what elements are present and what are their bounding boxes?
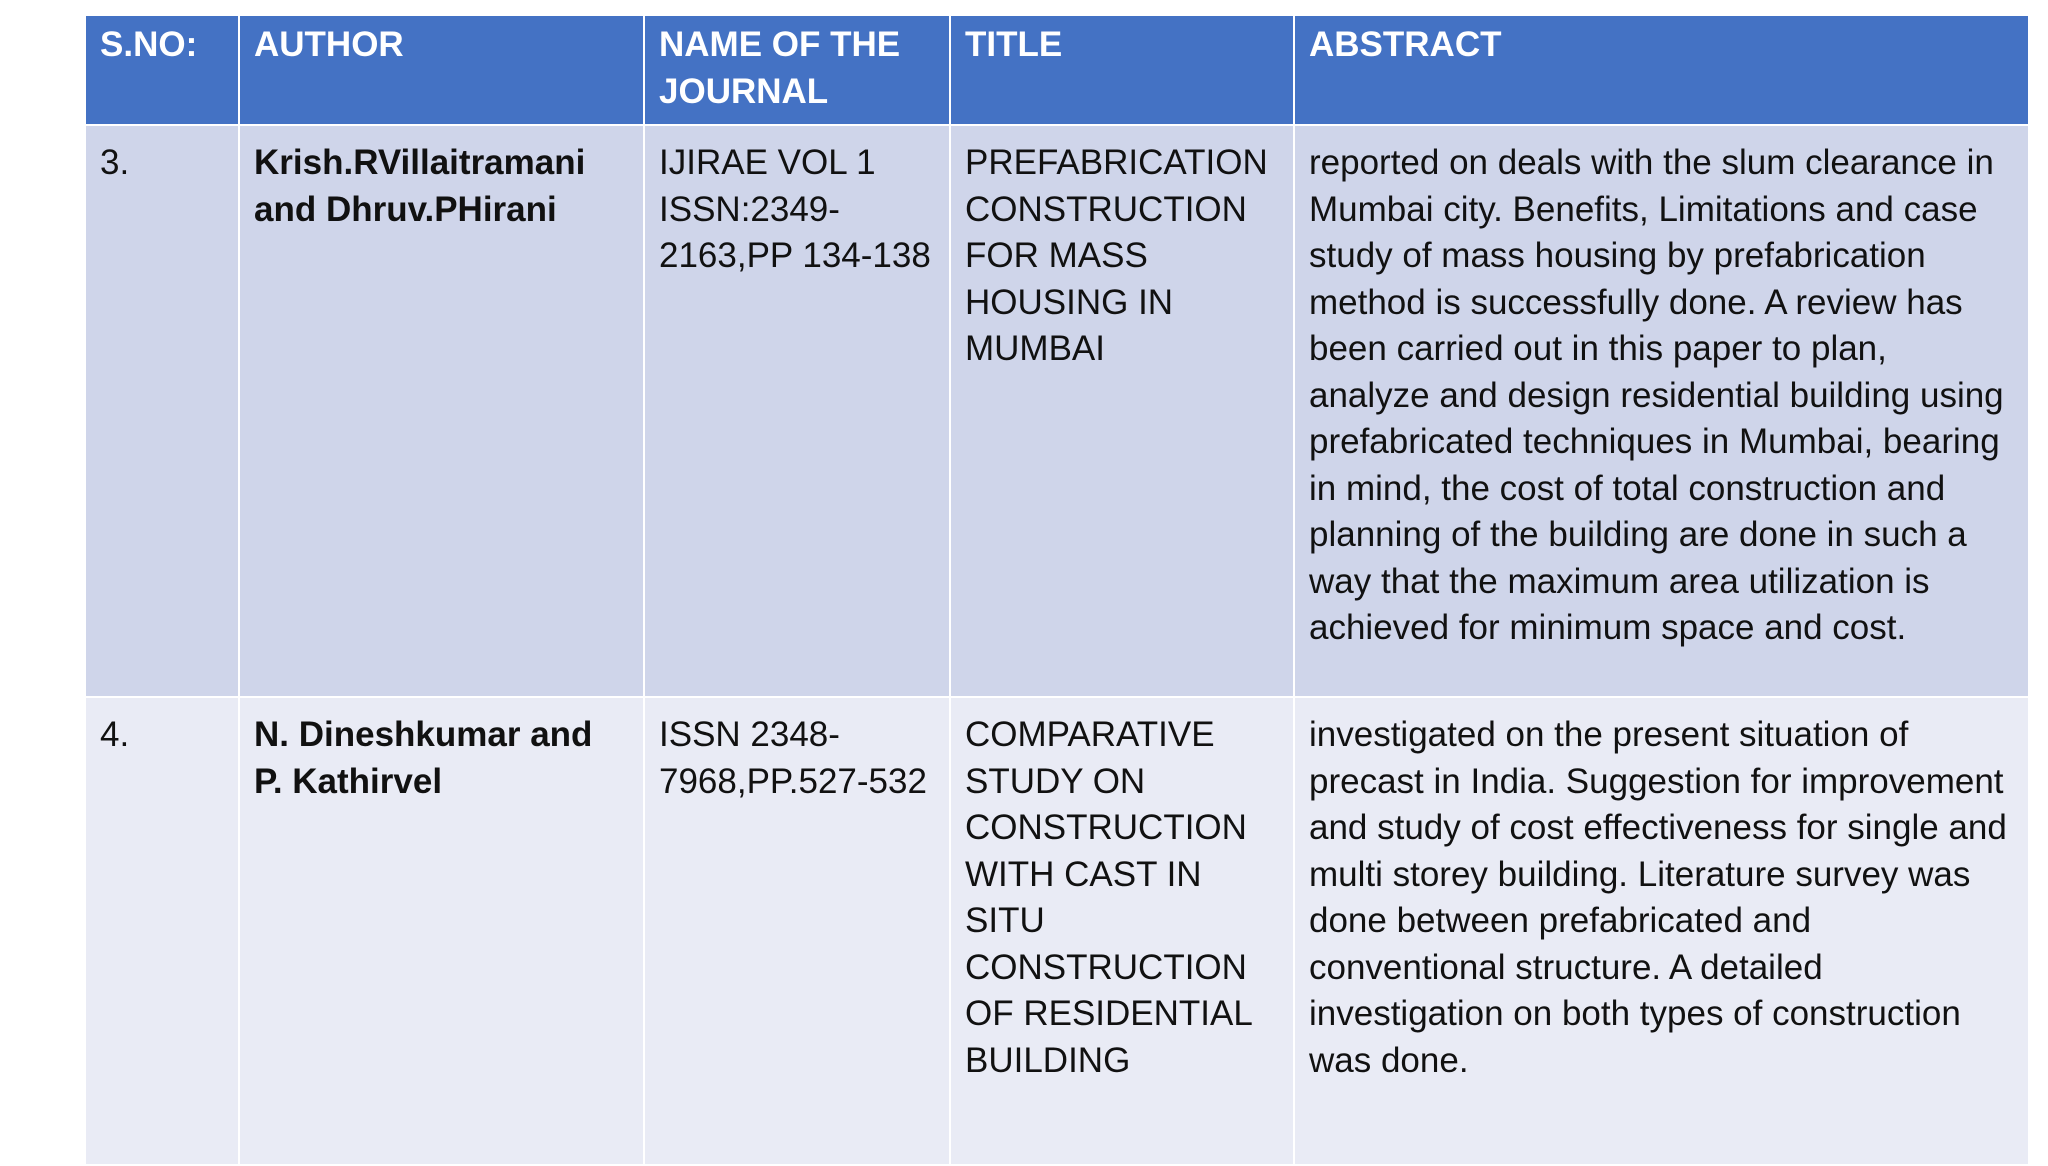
literature-review-table [84,14,2030,1166]
header-title: TITLE [950,15,1294,125]
cell-title: PREFABRICATION CONSTRUCTION FOR MASS HOUSING IN MUMBAI [950,125,1294,697]
cell-journal: ISSN 2348-7968,PP.527-532 [644,697,950,1165]
cell-abstract: reported on deals with the slum clearance in Mumbai city. Benefits, Limitations and case study of mass housing by prefabrication method is successfully done. A review has been carried out in this paper to plan, analyze and design residential building using prefabricated techniques in Mumbai, bearing in mind, the cost of total construction and planning of the building are done in such a way that the maximum area utilization is achieved for minimum space and cost. [1294,125,2029,697]
header-author: AUTHOR [239,15,644,125]
cell-title: COMPARATIVE STUDY ON CONSTRUCTION WITH CAST IN SITU CONSTRUCTION OF RESIDENTIAL BUILDING [950,697,1294,1165]
cell-abstract: investigated on the present situation of precast in India. Suggestion for improvement and study of cost effectiveness for single and multi storey building. Literature survey was done between prefabricated and conventional structure. A detailed investigation on both types of construction was done. [1294,697,2029,1165]
cell-author: Krish.RVillaitramani and Dhruv.PHirani [239,125,644,697]
cell-journal: IJIRAE VOL 1 ISSN:2349-2163,PP 134-138 [644,125,950,697]
table-header-row [85,15,2029,125]
cell-author: N. Dineshkumar and P. Kathirvel [239,697,644,1165]
table-row [85,697,2029,1165]
table-row [85,125,2029,697]
cell-sno: 3. [85,125,239,697]
header-journal: NAME OF THE JOURNAL [644,15,950,125]
header-sno: S.NO: [85,15,239,125]
cell-sno: 4. [85,697,239,1165]
header-abstract: ABSTRACT [1294,15,2029,125]
